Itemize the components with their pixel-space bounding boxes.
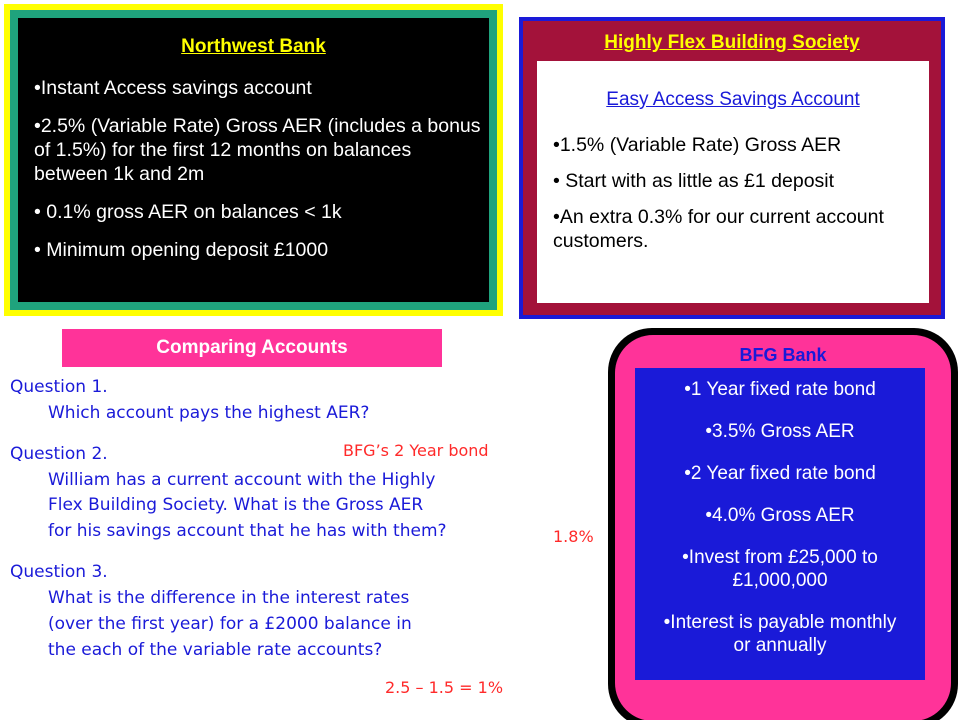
bfg-item: •Invest from £25,000 to £1,000,000 <box>682 547 878 591</box>
bfg-bank-frame <box>615 335 951 720</box>
northwest-bank-list <box>34 76 484 276</box>
northwest-item: • 0.1% gross AER on balances < 1k <box>34 201 342 223</box>
northwest-bank-border <box>10 10 497 310</box>
question-3-text-line: (over the first year) for a £2000 balance in <box>48 614 412 634</box>
question-2-text-line: William has a current account with the Highly <box>48 470 436 490</box>
bfg-item: •1 Year fixed rate bond <box>684 379 876 400</box>
question-1-text: Which account pays the highest AER? <box>48 403 370 423</box>
bfg-bank-content <box>635 368 925 680</box>
question-3-text-line: the each of the variable rate accounts? <box>48 640 383 660</box>
highly-flex-item: • Start with as little as £1 deposit <box>553 170 835 192</box>
highly-flex-title: Highly Flex Building Society <box>604 32 860 53</box>
question-1-label: Question 1. <box>10 377 108 397</box>
question-3-label: Question 3. <box>10 562 108 582</box>
northwest-bank-title: Northwest Bank <box>181 36 326 57</box>
bfg-item: •3.5% Gross AER <box>705 421 855 442</box>
highly-flex-content <box>537 61 929 303</box>
question-2-text-line: for his savings account that he has with them? <box>48 521 447 541</box>
comparing-accounts-banner: Comparing Accounts <box>62 329 442 367</box>
bfg-bank-title: BFG Bank <box>739 345 827 365</box>
highly-flex-list <box>553 133 923 265</box>
northwest-bank-content <box>18 18 489 302</box>
bfg-bank-panel <box>608 328 958 720</box>
northwest-item: •Instant Access savings account <box>34 77 312 99</box>
highly-flex-item: •1.5% (Variable Rate) Gross AER <box>553 134 842 156</box>
bfg-item: •4.0% Gross AER <box>705 505 855 526</box>
question-2-text-line: Flex Building Society. What is the Gross AER <box>48 495 424 515</box>
bfg-item: •2 Year fixed rate bond <box>684 463 876 484</box>
highly-flex-subtitle: Easy Access Savings Account <box>606 89 860 110</box>
question-2-answer: 1.8% <box>553 527 594 546</box>
question-2-label: Question 2. <box>10 444 108 464</box>
question-3-text-line: What is the difference in the interest rates <box>48 588 410 608</box>
question-1-answer: BFG’s 2 Year bond <box>343 441 489 460</box>
question-3-answer: 2.5 – 1.5 = 1% <box>385 678 504 697</box>
highly-flex-item: •An extra 0.3% for our current account customers. <box>553 206 884 252</box>
northwest-item: • Minimum opening deposit £1000 <box>34 239 329 261</box>
bfg-item: •Interest is payable monthly or annually <box>663 612 897 656</box>
highly-flex-frame <box>523 21 941 315</box>
highly-flex-panel <box>519 17 945 319</box>
northwest-bank-panel <box>4 4 503 316</box>
northwest-item: •2.5% (Variable Rate) Gross AER (includes a bonus of 1.5%) for the first 12 months on balances between 1k and 2m <box>34 115 481 185</box>
